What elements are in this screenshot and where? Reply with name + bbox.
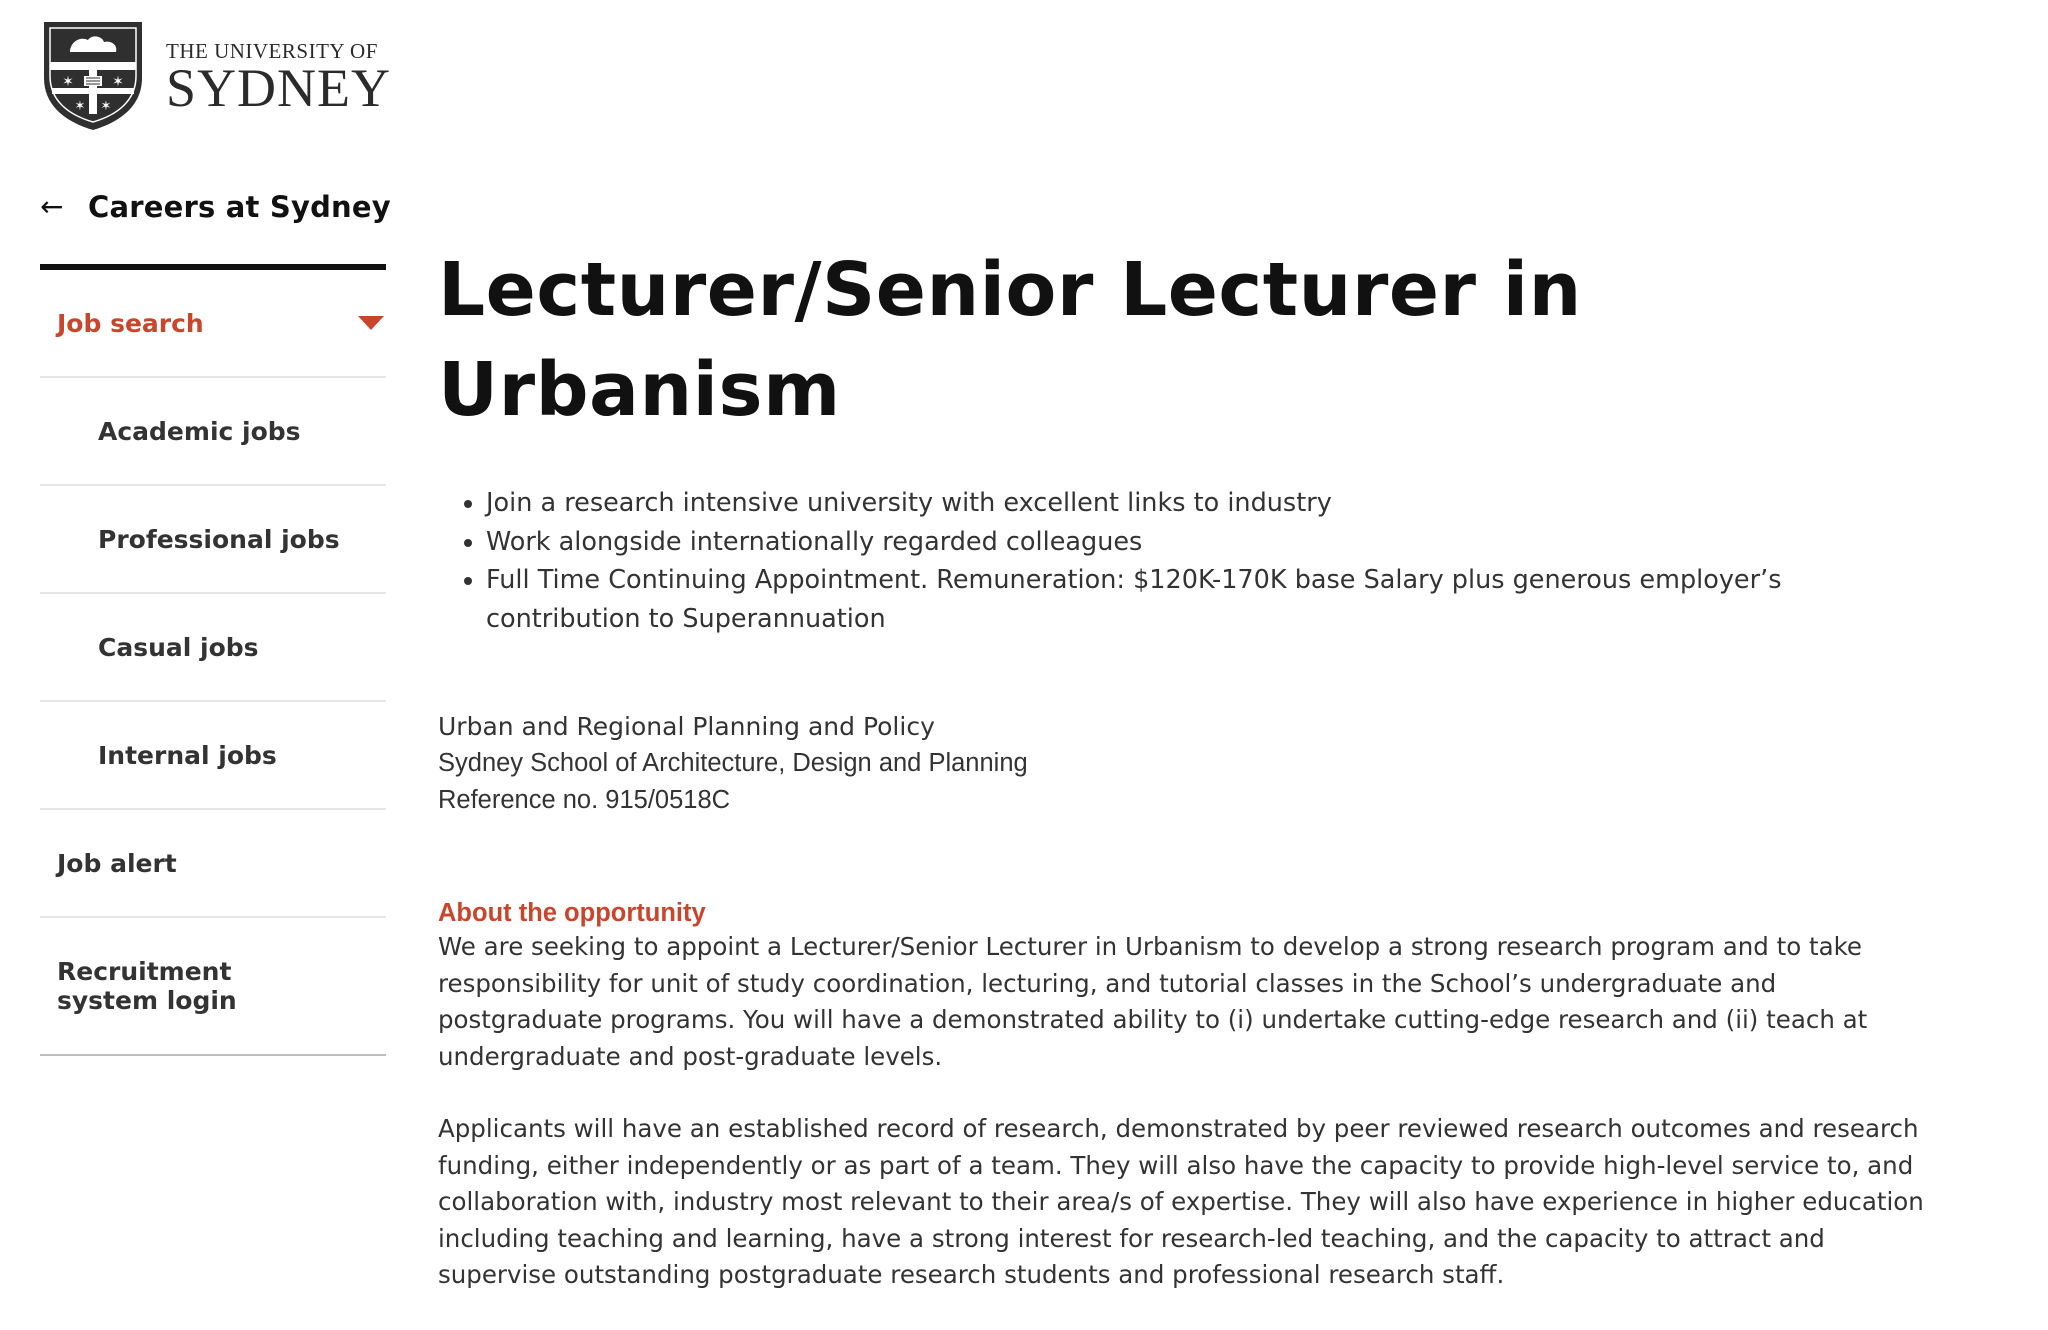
sidebar-item-label: Casual jobs xyxy=(98,632,259,662)
job-school: Sydney School of Architecture, Design and Planning xyxy=(438,749,1028,777)
logo-line-university-of: THE UNIVERSITY OF xyxy=(166,39,378,63)
page-title: Lecturer/Senior Lecturer in Urbanism xyxy=(438,247,1582,433)
svg-text:✶: ✶ xyxy=(112,74,124,90)
university-logo[interactable] xyxy=(40,18,391,132)
sidebar-item-academic-jobs[interactable] xyxy=(40,378,386,486)
university-crest-icon xyxy=(40,18,146,132)
sidebar-item-label: Job alert xyxy=(57,848,177,878)
chevron-down-icon[interactable] xyxy=(358,316,384,330)
job-reference: Reference no. 915/0518C xyxy=(438,786,731,814)
sidebar-item-internal-jobs[interactable] xyxy=(40,702,386,810)
list-item: • Join a research intensive university with excellent links to industry xyxy=(486,484,1928,523)
about-heading: About the opportunity xyxy=(438,899,706,927)
sidebar-item-label: Professional jobs xyxy=(98,524,340,554)
sidebar-item-casual-jobs[interactable] xyxy=(40,594,386,702)
sidebar-item-label: Academic jobs xyxy=(98,416,301,446)
back-arrow-icon: ← xyxy=(40,190,64,223)
sidebar-item-label: Recruitment system login xyxy=(57,957,237,1015)
sidebar-item-label: Job search xyxy=(57,308,204,338)
list-item: • Work alongside internationally regarded colleagues xyxy=(486,523,1928,562)
logo-line-sydney: SYDNEY xyxy=(166,58,392,118)
back-link-label: Careers at Sydney xyxy=(88,190,391,224)
about-paragraph-2: Applicants will have an established record of research, demonstrated by peer reviewed research outcomes and research funding, either independently or as part of a team. They will also have the capacity to provide high-level service to, and collaboration with, industry most relevant to their area/s of expertise. They will also have experience in higher education including teaching and learning, have a strong interest for research-led teaching, and the capacity to attract and supervise outstanding postgraduate research students and professional research staff. xyxy=(438,1114,1924,1289)
svg-text:✶: ✶ xyxy=(62,74,74,90)
sidebar-item-professional-jobs[interactable] xyxy=(40,486,386,594)
job-meta xyxy=(438,708,1928,819)
job-highlights xyxy=(438,484,1928,638)
careers-back-link[interactable] xyxy=(40,190,391,224)
sidebar-item-label: Internal jobs xyxy=(98,740,277,770)
job-unit: Urban and Regional Planning and Policy xyxy=(438,712,935,741)
sidebar-item-job-search[interactable] xyxy=(40,270,386,378)
sidebar-item-recruitment-login[interactable] xyxy=(40,918,386,1056)
sidebar-item-job-alert[interactable] xyxy=(40,810,386,918)
svg-text:✶: ✶ xyxy=(74,99,86,114)
job-detail xyxy=(438,240,1928,1330)
sidebar-nav xyxy=(40,264,386,1056)
svg-text:✶: ✶ xyxy=(100,99,112,114)
about-paragraph-1: We are seeking to appoint a Lecturer/Senior Lecturer in Urbanism to develop a strong research program and to take responsibility for unit of study coordination, lecturing, and tutorial classes in the School’s undergraduate and postgraduate programs. You will have a demonstrated ability to (i) undertake cutting-edge research and (ii) teach at undergraduate and post-graduate levels. xyxy=(438,932,1868,1071)
list-item: • Full Time Continuing Appointment. Remuneration: $120K-170K base Salary plus generous employer’s contribution to Superannuation xyxy=(486,561,1928,638)
